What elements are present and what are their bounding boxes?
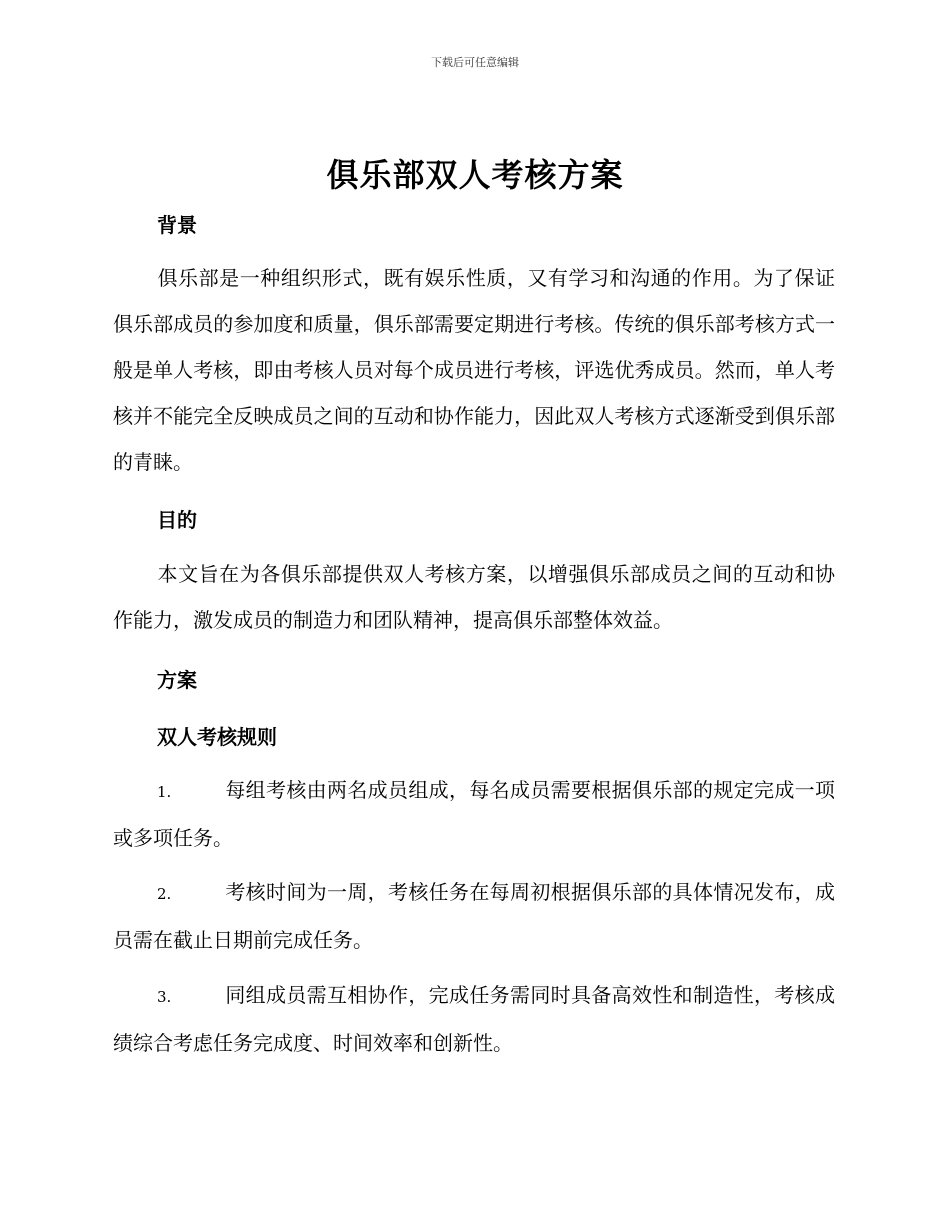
list-item-number: 2. [157,885,172,903]
section-heading-rules: 双人考核规则 [157,725,277,749]
header-note: 下载后可任意编辑 [431,56,519,69]
list-item-text: 每组考核由两名成员组成，每名成员需要根据俱乐部的规定完成一项或多项任务。 [113,778,835,850]
list-item-text: 同组成员需互相协作，完成任务需同时具备高效性和制造性，考核成绩综合考虑任务完成度、时间效率和创新性。 [113,983,835,1055]
list-item [113,869,835,963]
section-heading-purpose: 目的 [157,508,197,532]
paragraph-purpose [113,551,835,643]
section-heading-plan: 方案 [157,668,197,692]
list-item-number: 1. [157,783,172,801]
list-item-number: 3. [157,988,172,1006]
paragraph-background-text: 俱乐部是一种组织形式，既有娱乐性质，又有学习和沟通的作用。为了保证俱乐部成员的参加度和质量，俱乐部需要定期进行考核。传统的俱乐部考核方式一般是单人考核，即由考核人员对每个成员进行考核，评选优秀成员。然而，单人考核并不能完全反映成员之间的互动和协作能力，因此双人考核方式逐渐受到俱乐部的青睐。 [113,266,835,474]
document-title: 俱乐部双人考核方案 [326,156,624,194]
list-item-text: 考核时间为一周，考核任务在每周初根据俱乐部的具体情况发布，成员需在截止日期前完成任务。 [113,880,835,952]
list-item [113,767,835,861]
paragraph-background [113,255,835,485]
paragraph-purpose-text: 本文旨在为各俱乐部提供双人考核方案，以增强俱乐部成员之间的互动和协作能力，激发成员的制造力和团队精神，提高俱乐部整体效益。 [113,562,835,632]
list-item [113,972,835,1066]
section-heading-background: 背景 [157,213,197,237]
